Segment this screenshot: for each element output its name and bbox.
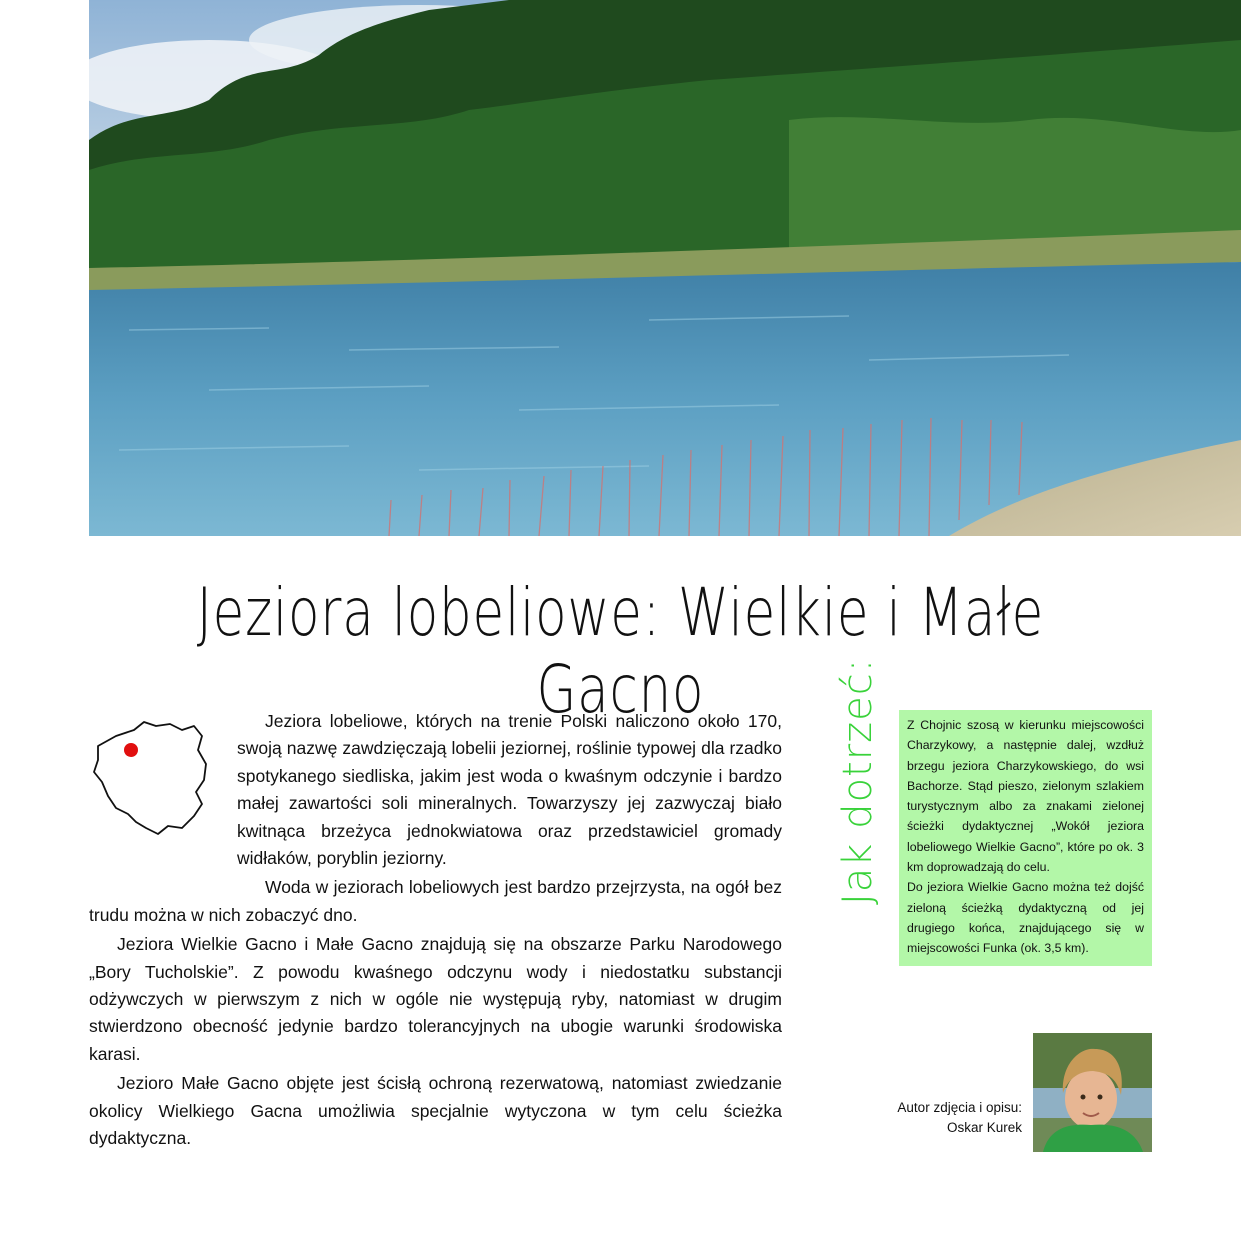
author-portrait-photo	[1033, 1033, 1152, 1152]
directions-box	[899, 710, 1152, 966]
article-paragraph: Jeziora Wielkie Gacno i Małe Gacno znajdują się na obszarze Parku Narodowego „Bory Tucholskie”. Z powodu kwaśnego odczynu wody i niedostatku substancji odżywczych w pierwszym z nich w ogóle nie występują ryby, natomiast w drugim stwierdzono obecność jedynie bardzo tolerancyjnych na ubogie warunki środowiska karasi.	[89, 934, 782, 1064]
directions-paragraph: Z Chojnic szosą w kierunku miejscowości Charzykowy, a następnie dalej, wzdłuż brzegu jeziora Charzykowskiego, do wsi Bachorze. Stąd pieszo, zielonym szlakiem turystycznym albo za znakami zielonej ścieżki dydaktycznej „Wokół jeziora lobeliowego Wielkie Gacno”, które po ok. 3 km doprowadzają do celu.	[907, 718, 1144, 875]
author-credit	[880, 1098, 1022, 1138]
directions-heading: Jak dotrzeć:	[835, 657, 881, 905]
article-paragraph: Woda w jeziorach lobeliowych jest bardzo przejrzysta, na ogół bez trudu można w nich zobaczyć dno.	[89, 877, 782, 925]
directions-paragraph: Do jeziora Wielkie Gacno można też dojść zieloną ścieżką dydaktyczną od jej drugiego końca, znajdującego się w miejscowości Funka (ok. 3,5 km).	[907, 880, 1144, 956]
credit-name: Oskar Kurek	[946, 1120, 1022, 1135]
credit-label: Autor zdjęcia i opisu:	[897, 1100, 1022, 1115]
article-body	[89, 708, 782, 1155]
article-paragraph: Jezioro Małe Gacno objęte jest ścisłą ochroną rezerwatową, natomiast zwiedzanie okolicy Wielkiego Gacna umożliwia specjalnie wytyczona w tym celu ścieżka dydaktyczna.	[89, 1073, 782, 1149]
hero-lake-photo	[89, 0, 1241, 536]
page-title: Jeziora lobeliowe: Wielkie i Małe Gacno	[196, 574, 1045, 728]
article-paragraph: Jeziora lobeliowe, których na trenie Polski naliczono około 170, swoją nazwę zawdzięczają lobelii jeziornej, roślinie typowej dla rzadko spotykanego siedliska, jakim jest woda o kwaśnym odczynie i bardzo małej zawartości soli mineralnych. Towarzyszy jej zazwyczaj biało kwitnąca brzeżyca jednokwiatowa oraz przedstawiciel gromady widłaków, poryblin jeziorny.	[237, 711, 782, 869]
